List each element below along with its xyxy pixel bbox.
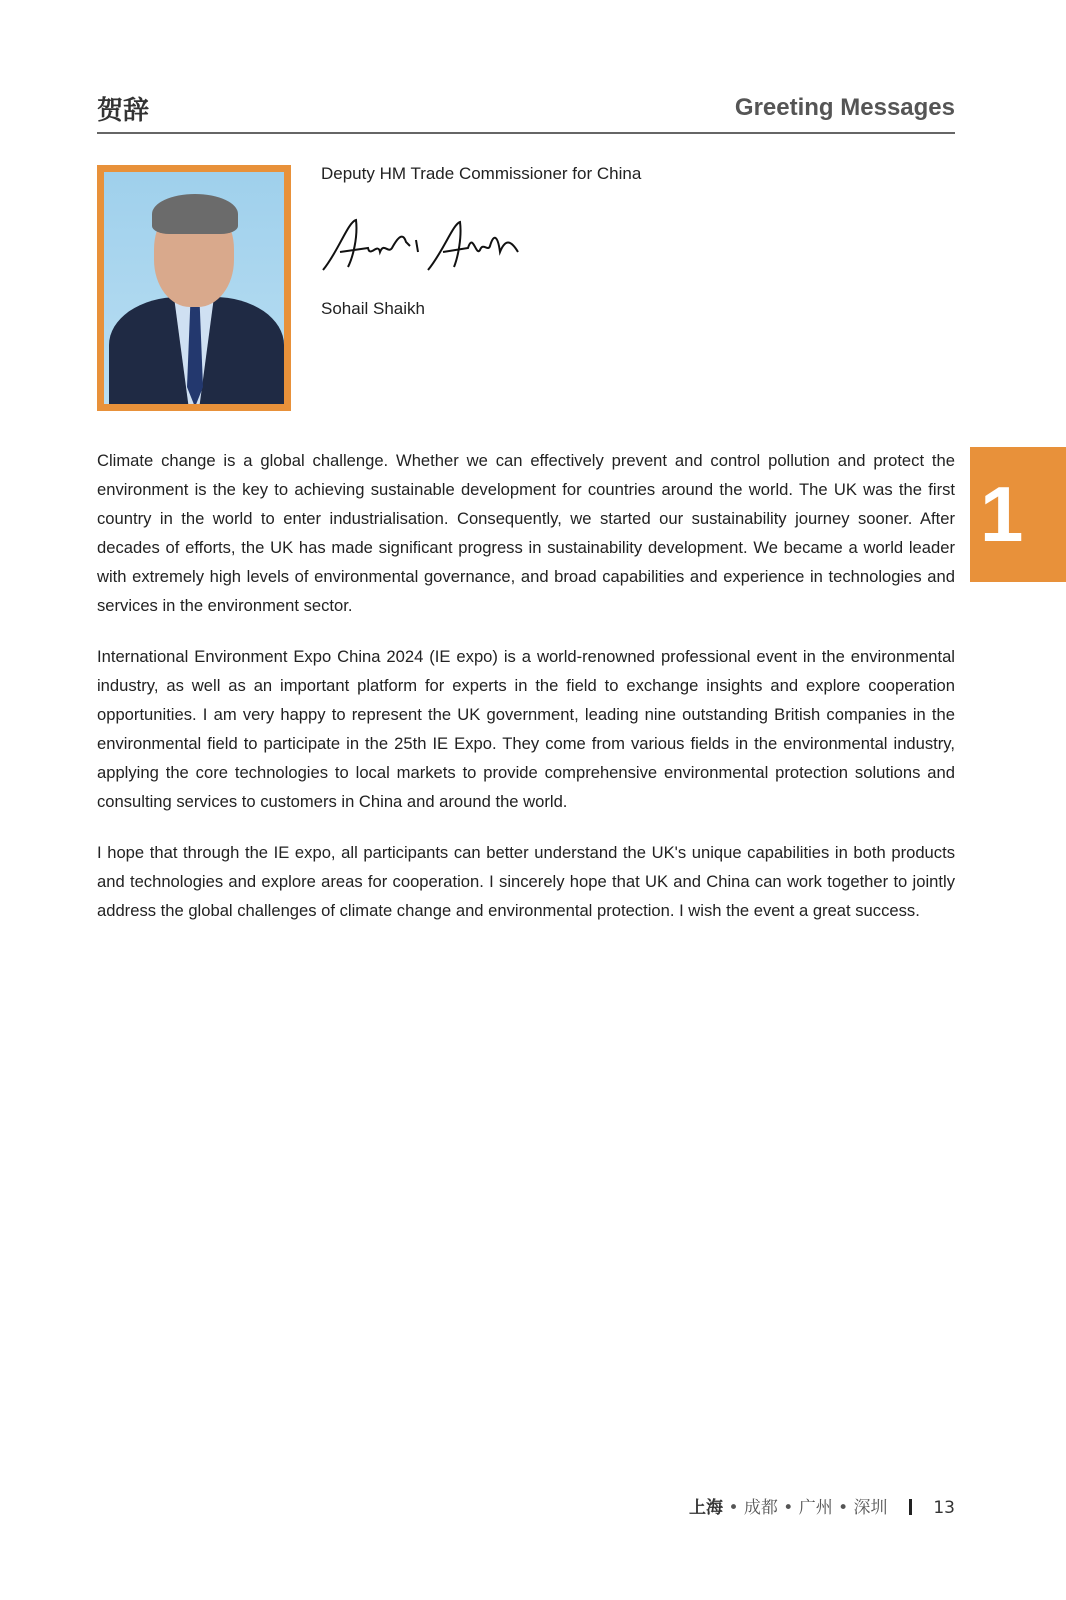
footer-divider: [909, 1499, 912, 1515]
paragraph: I hope that through the IE expo, all participants can better understand the UK's unique capabilities in both products and technologies and explore areas for cooperation. I sincerely hope that UK and China can work together to jointly address the global challenges of climate change and environmental protection. I wish the event a great success.: [97, 843, 955, 920]
footer: [689, 1493, 955, 1518]
author-name: Sohail Shaikh: [321, 299, 425, 318]
footer-cities: • 成都 • 广州 • 深圳: [728, 1498, 888, 1518]
footer-city: 上海: [689, 1498, 724, 1518]
body-text: [97, 446, 955, 947]
signature: [318, 212, 528, 287]
page-number: 13: [933, 1498, 955, 1518]
header-title-en: Greeting Messages: [734, 94, 955, 121]
paragraph: Climate change is a global challenge. Whether we can effectively prevent and control pollution and protect the environment is the key to achieving sustainable development for countries around the world. The UK was the first country in the world to enter industrialisation. Consequently, we started our sustainability journey sooner. After decades of efforts, the UK has made significant progress in sustainability development. We became a world leader with extremely high levels of environmental governance, and broad capabilities and experience in technologies and services in the environment sector.: [97, 451, 955, 615]
author-photo: [97, 165, 291, 411]
section-tab: 1: [970, 447, 1066, 582]
author-role: Deputy HM Trade Commissioner for China: [321, 164, 642, 183]
header-divider: [97, 132, 955, 134]
paragraph: International Environment Expo China 2024 (IE expo) is a world-renowned professional event in the environmental industry, as well as an important platform for experts in the field to exchange insights and explore cooperation opportunities. I am very happy to represent the UK government, leading nine outstanding British companies in the environmental field to participate in the 25th IE Expo. They come from various fields in the environmental industry, applying the core technologies to local markets to provide comprehensive environmental protection solutions and consulting services to customers in China and around the world.: [97, 647, 955, 811]
header-title-cn: 贺辞: [97, 96, 150, 126]
